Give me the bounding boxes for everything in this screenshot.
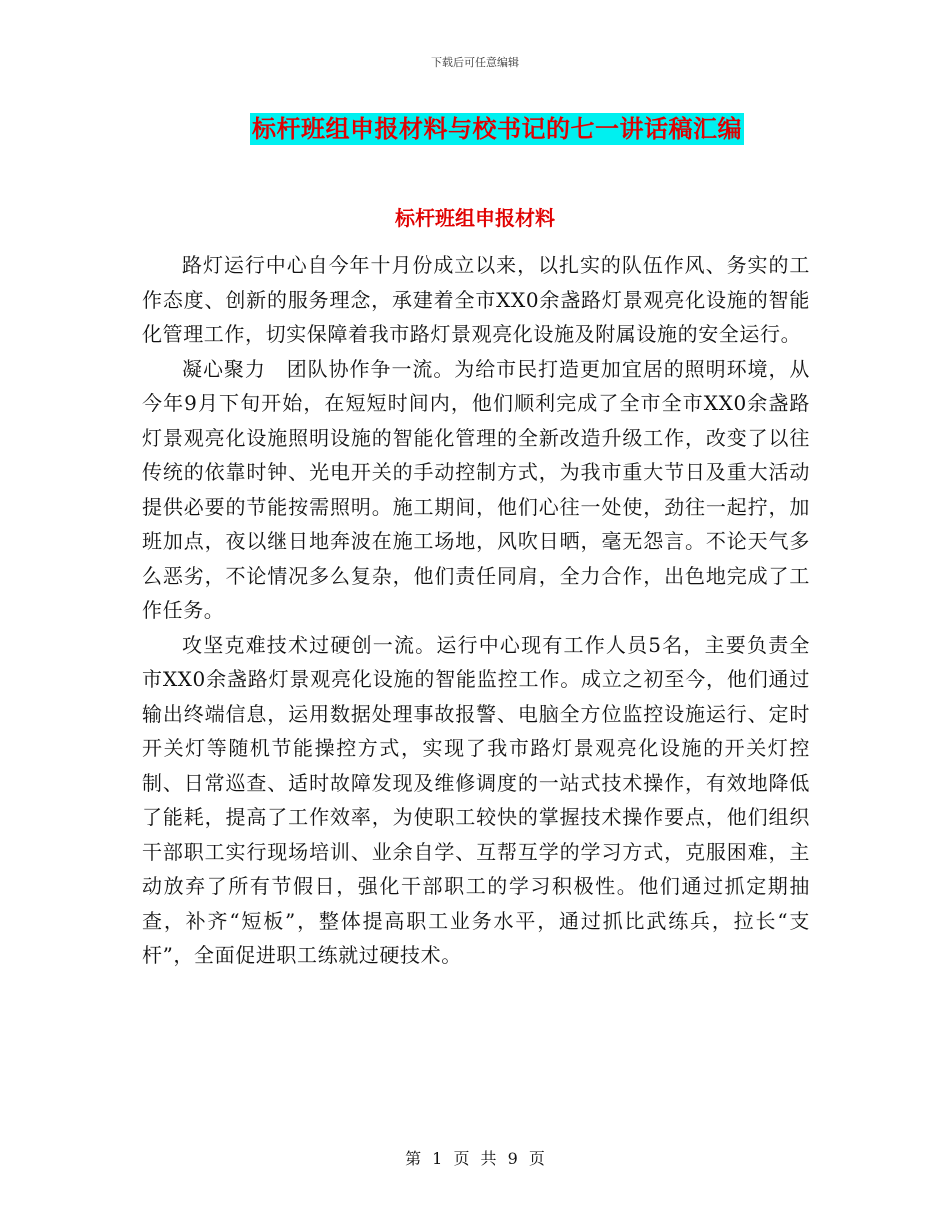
header-note: 下载后可任意编辑 <box>431 56 519 69</box>
paragraph: 攻坚克难技术过硬创一流。运行中心现有工作人员5名，主要负责全市XX0余盏路灯景观亮化设施的智能监控工作。成立之初至今，他们通过输出终端信息，运用数据处理事故报警、电脑全方位监控设施运行、定时开关灯等随机节能操控方式，实现了我市路灯景观亮化设施的开关灯控制、日常巡查、适时故障发现及维修调度的一站式技术操作，有效地降低了能耗，提高了工作效率，为使职工较快的掌握技术操作要点，他们组织干部职工实行现场培训、业余自学、互帮互学的学习方式，克服困难，主动放弃了所有节假日，强化干部职工的学习积极性。他们通过抓定期抽查，补齐“短板”，整体提高职工业务水平，通过抓比武练兵，拉长“支杆”，全面促进职工练就过硬技术。 <box>142 632 810 967</box>
paragraph: 凝心聚力 团队协作争一流。为给市民打造更加宜居的照明环境，从今年9月下旬开始，在短短时间内，他们顺利完成了全市全市XX0余盏路灯景观亮化设施照明设施的智能化管理的全新改造升级工作，改变了以往传统的依靠时钟、光电开关的手动控制方式，为我市重大节日及重大活动提供必要的节能按需照明。施工期间，他们心往一处使，劲往一起拧，加班加点，夜以继日地奔波在施工场地，风吹日晒，毫无怨言。不论天气多么恶劣，不论情况多么复杂，他们责任同肩，全力合作，出色地完成了工作任务。 <box>142 356 810 622</box>
document-title: 标杆班组申报材料与校书记的七一讲话稿汇编 <box>252 115 742 143</box>
paragraph: 路灯运行中心自今年十月份成立以来，以扎实的队伍作风、务实的工作态度、创新的服务理念，承建着全市XX0余盏路灯景观亮化设施的智能化管理工作，切实保障着我市路灯景观亮化设施及附属设施的安全运行。 <box>142 253 810 346</box>
body-text <box>142 248 810 973</box>
document-title-container <box>0 113 950 145</box>
page-footer: 第 1 页 共 9 页 <box>405 1149 545 1168</box>
section-title: 标杆班组申报材料 <box>395 206 555 230</box>
